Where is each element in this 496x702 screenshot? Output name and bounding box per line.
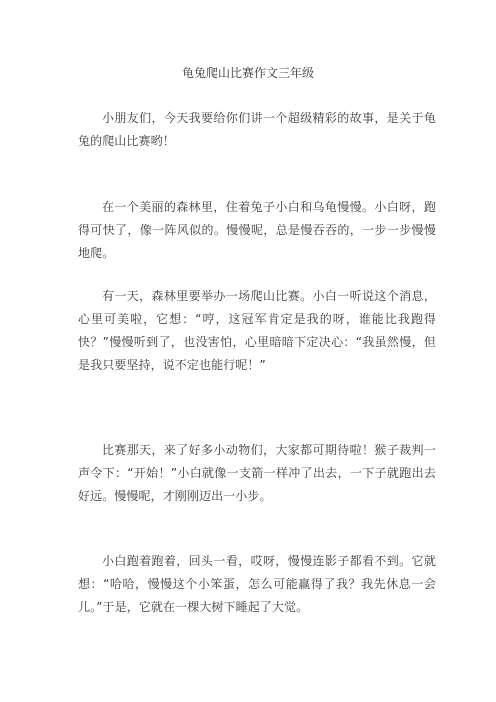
paragraph-race-start: 比赛那天，来了好多小动物们，大家都可期待啦！猴子裁判一声令下：“开始！”小白就像一支箭一样冲了出去，一下子就跑出去好远。慢慢呢，才刚刚迈出一小步。 (78, 443, 436, 503)
paragraph-rabbit-nap: 小白跑着跑着，回头一看，哎呀，慢慢连影子都看不到。它就想：“哈哈，慢慢这个小笨蛋，怎么可能赢得了我？我先休息一会儿。”于是，它就在一棵大树下睡起了大觉。 (78, 554, 436, 614)
paragraph-intro: 小朋友们，今天我要给你们讲一个超级精彩的故事，是关于龟兔的爬山比赛哟！ (78, 111, 436, 148)
paragraph-characters: 在一个美丽的森林里，住着兔子小白和乌龟慢慢。小白呀，跑得可快了，像一阵风似的。慢慢呢，总是慢吞吞的，一步一步慢慢地爬。 (78, 200, 436, 260)
document-title: 龟兔爬山比赛作文三年级 (181, 66, 314, 80)
paragraph-announcement: 有一天，森林里要举办一场爬山比赛。小白一听说这个消息，心里可美啦，它想：“哼，这冠军肯定是我的呀，谁能比我跑得快？”慢慢听到了，也没害怕，心里暗暗下定决心：“我虽然慢，但是我只要坚持，说不定也能行呢！” (78, 289, 436, 372)
